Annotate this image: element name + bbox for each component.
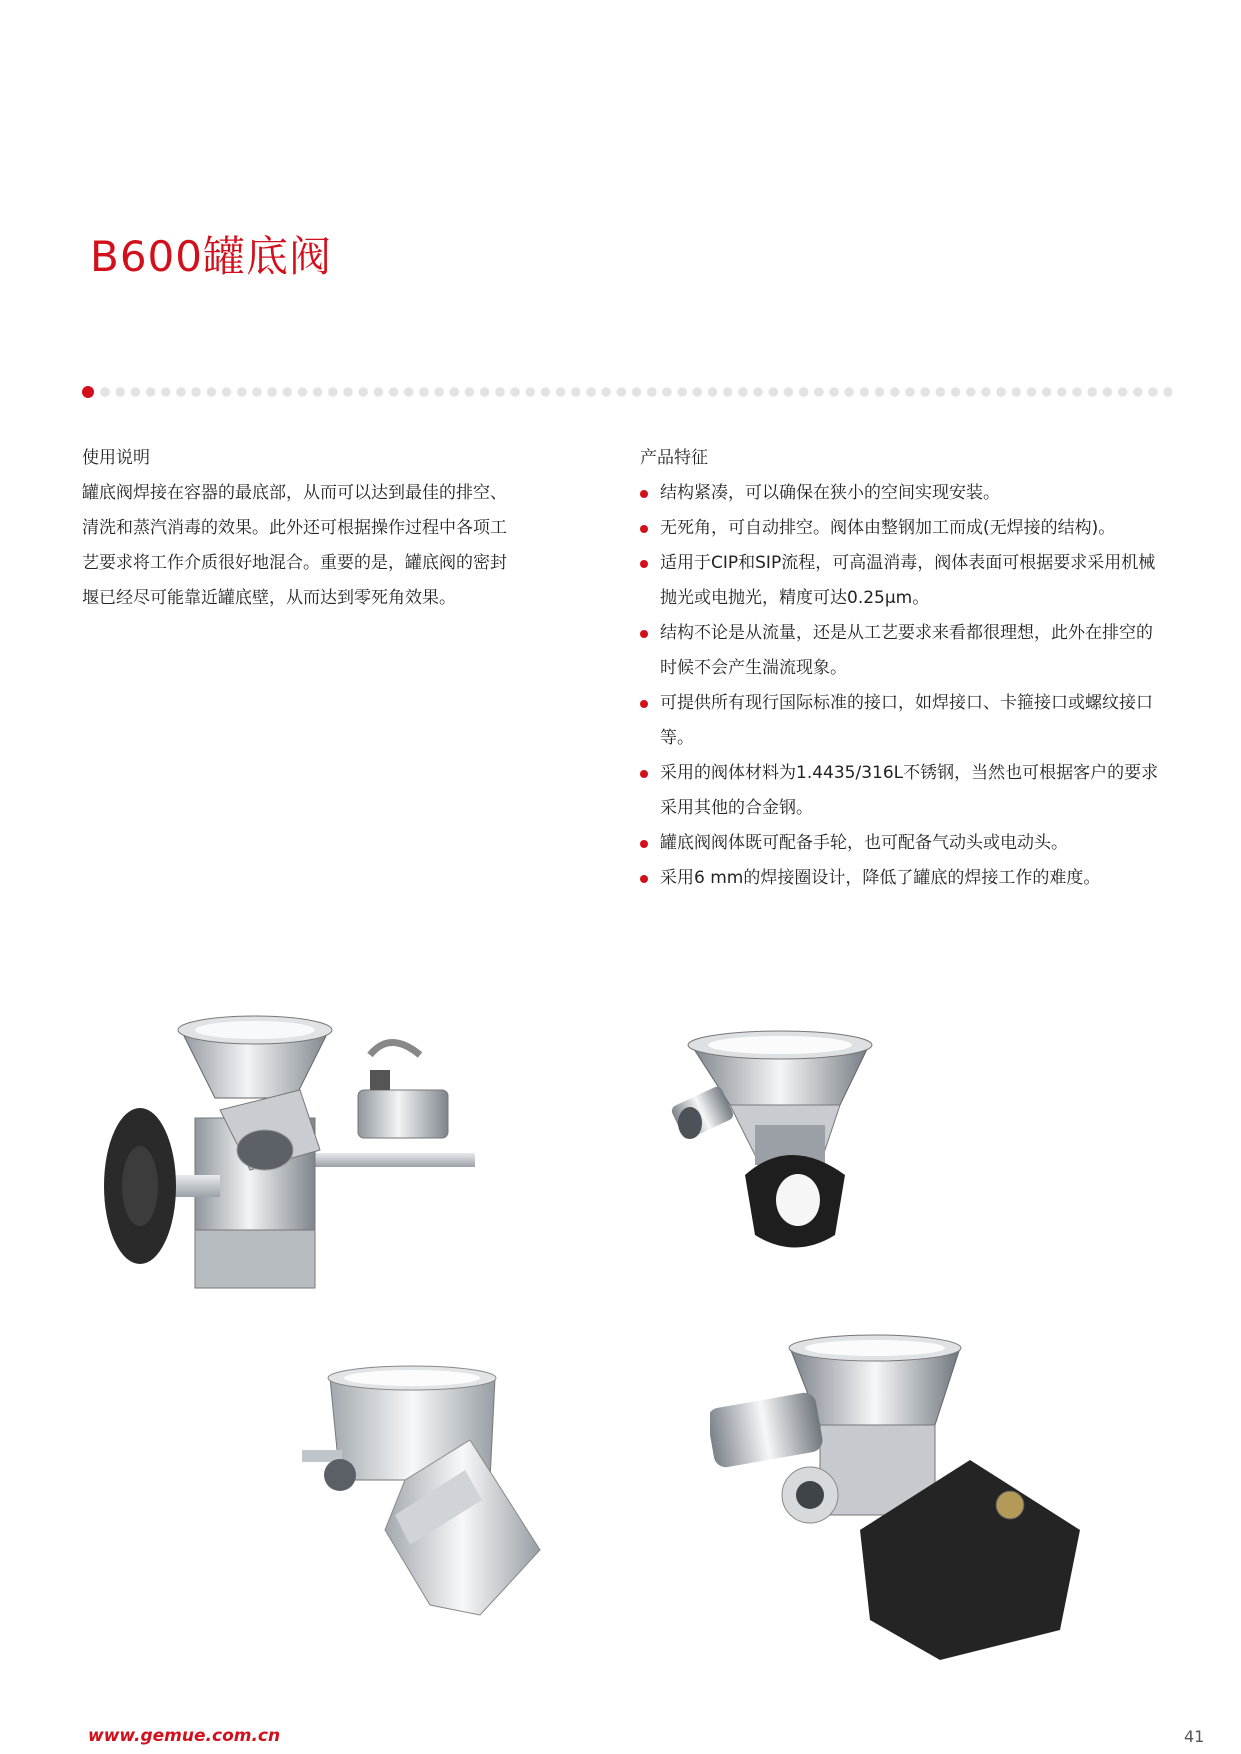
feature-item: 无死角，可自动排空。阀体由整钢加工而成(无焊接的结构)。 — [640, 511, 1160, 546]
feature-item: 结构紧凑，可以确保在狭小的空间实现安装。 — [640, 476, 1160, 511]
usage-text: 罐底阀焊接在容器的最底部，从而可以达到最佳的排空、清洗和蒸汽消毒的效果。此外还可根据操作过程中各项工艺要求将工作介质很好地混合。重要的是，罐底阀的密封堰已经尽可能靠近罐底壁，从而达到零死角效果。 — [82, 483, 507, 608]
features-list — [640, 476, 1160, 896]
features-heading: 产品特征 — [640, 448, 708, 468]
feature-item: 罐底阀阀体既可配备手轮，也可配备气动头或电动头。 — [640, 826, 1160, 861]
feature-item: 采用的阀体材料为1.4435/316L不锈钢，当然也可根据客户的要求采用其他的合金钢。 — [640, 756, 1160, 826]
features-section — [640, 441, 1160, 896]
feature-item: 可提供所有现行国际标准的接口，如焊接口、卡箍接口或螺纹接口等。 — [640, 686, 1160, 756]
feature-item: 适用于CIP和SIP流程，可高温消毒，阀体表面可根据要求采用机械抛光或电抛光，精度可达0.25μm。 — [640, 546, 1160, 616]
usage-heading: 使用说明 — [82, 448, 150, 468]
usage-section — [82, 441, 522, 616]
page-number: 41 — [1184, 1727, 1205, 1746]
tank-valve-handwheel-pneumatic-image — [100, 1010, 520, 1300]
divider-red-dot — [82, 386, 94, 398]
tank-valve-black-actuator-image — [710, 1330, 1090, 1660]
divider-grey-dots — [100, 387, 1172, 397]
tank-valve-black-handwheel-image — [670, 1025, 900, 1255]
feature-item: 结构不论是从流量，还是从工艺要求来看都很理想，此外在排空的时候不会产生湍流现象。 — [640, 616, 1160, 686]
page-title: B600罐底阀 — [90, 232, 332, 281]
feature-item: 采用6 mm的焊接圈设计，降低了罐底的焊接工作的难度。 — [640, 861, 1160, 896]
dotted-divider — [82, 386, 1172, 398]
tank-valve-steel-actuator-image — [300, 1360, 550, 1620]
footer-website-link[interactable]: www.gemue.com.cn — [88, 1726, 281, 1746]
